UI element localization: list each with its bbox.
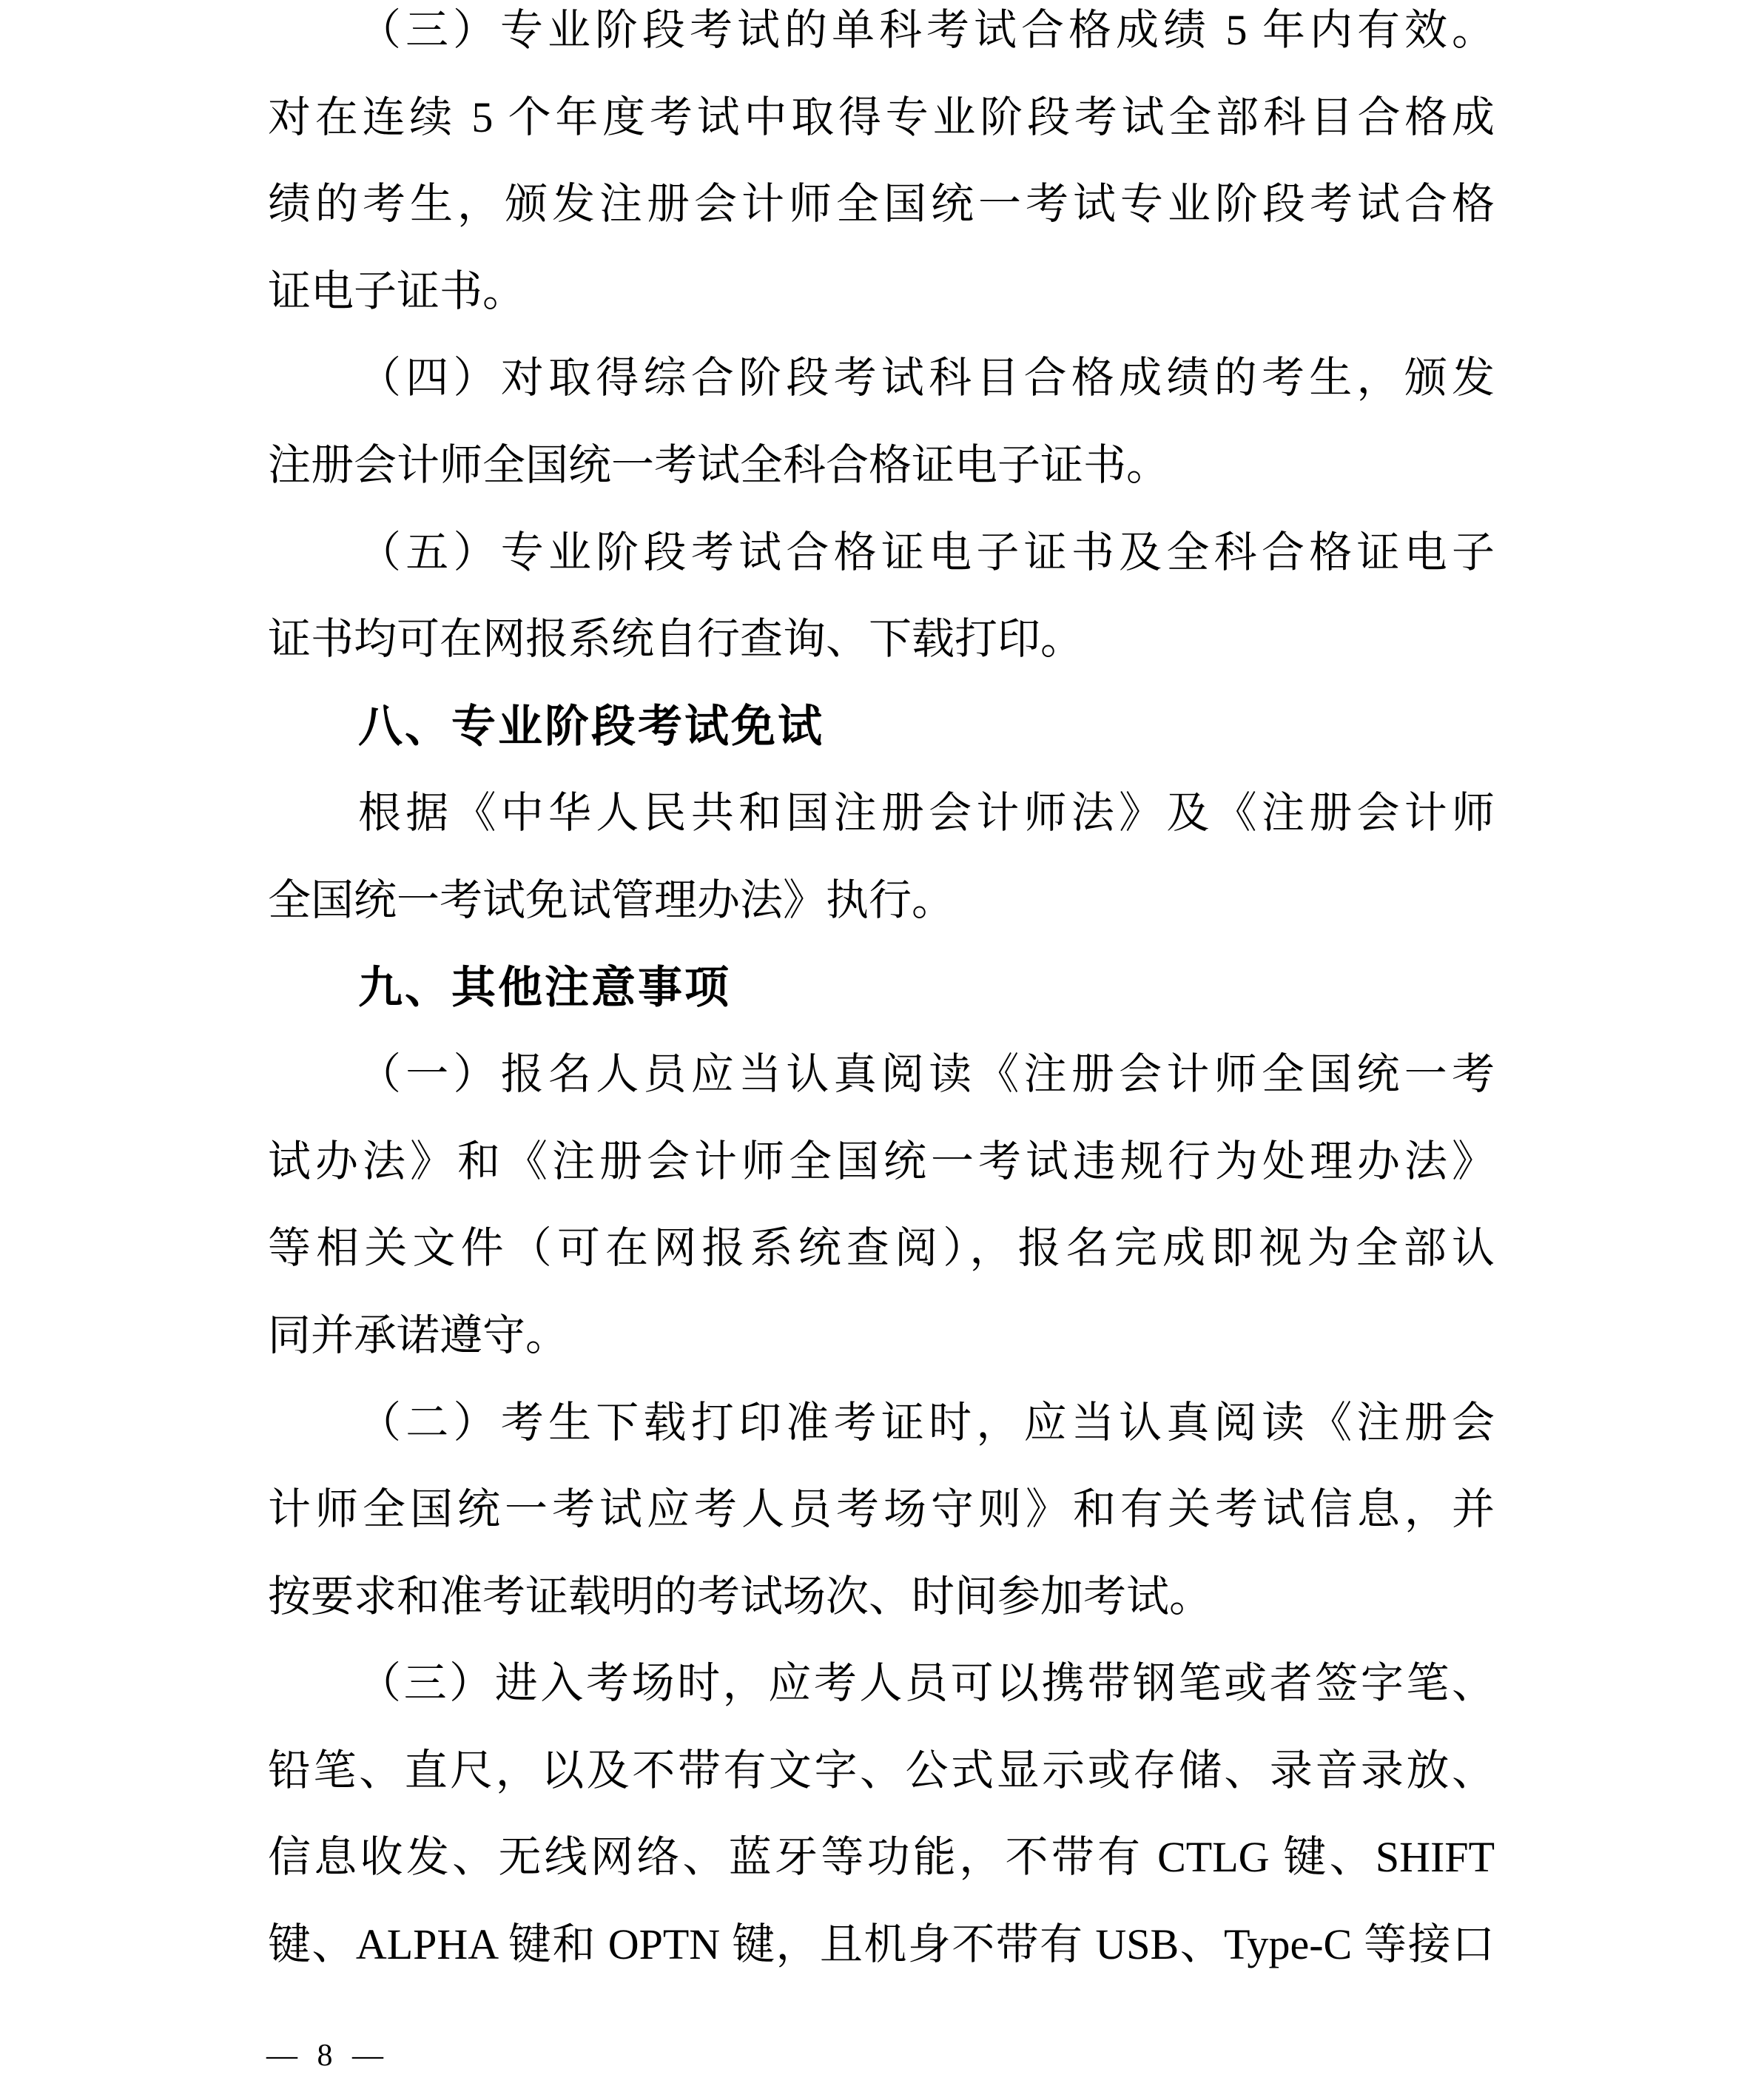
- page-number: — 8 —: [266, 2039, 389, 2073]
- body-line: （四）对取得综合阶段考试科目合格成绩的考生，颁发: [358, 354, 1495, 403]
- body-line: 试办法》和《注册会计师全国统一考试违规行为处理办法》: [268, 1137, 1495, 1185]
- body-line: 按要求和准考证载明的考试场次、时间参加考试。: [268, 1572, 1213, 1621]
- body-line: 对在连续 5 个年度考试中取得专业阶段考试全部科目合格成: [268, 92, 1495, 141]
- section-heading-other-notes: 九、其他注意事项: [358, 962, 731, 1012]
- document-body: [268, 0, 1495, 1988]
- body-line: 键、ALPHA 键和 OPTN 键，且机身不带有 USB、Type-C 等接口: [268, 1920, 1495, 1969]
- body-line: （二）考生下载打印准考证时，应当认真阅读《注册会: [358, 1398, 1495, 1447]
- body-line: （三）专业阶段考试的单科考试合格成绩 5 年内有效。: [358, 6, 1495, 54]
- body-line: （三）进入考场时，应考人员可以携带钢笔或者签字笔、: [358, 1659, 1495, 1708]
- body-line: 注册会计师全国统一考试全科合格证电子证书。: [268, 440, 1170, 489]
- body-line: （五）专业阶段考试合格证电子证书及全科合格证电子: [358, 528, 1495, 576]
- body-line: 铅笔、直尺，以及不带有文字、公式显示或存储、录音录放、: [268, 1746, 1495, 1794]
- body-line: 信息收发、无线网络、蓝牙等功能，不带有 CTLG 键、SHIFT: [268, 1833, 1495, 1882]
- body-line: 全国统一考试免试管理办法》执行。: [268, 875, 955, 924]
- body-line: 证书均可在网报系统自行查询、下载打印。: [268, 615, 1084, 664]
- body-line: 证电子证书。: [268, 266, 526, 315]
- body-line: 根据《中华人民共和国注册会计师法》及《注册会计师: [358, 789, 1495, 838]
- body-line: （一）报名人员应当认真阅读《注册会计师全国统一考: [358, 1050, 1495, 1099]
- section-heading-exam-exemption: 八、专业阶段考试免试: [358, 701, 824, 751]
- body-line: 绩的考生，颁发注册会计师全国统一考试专业阶段考试合格: [268, 180, 1495, 229]
- body-line: 计师全国统一考试应考人员考场守则》和有关考试信息，并: [268, 1485, 1495, 1534]
- body-line: 同并承诺遵守。: [268, 1311, 569, 1359]
- body-line: 等相关文件（可在网报系统查阅），报名完成即视为全部认: [268, 1224, 1495, 1273]
